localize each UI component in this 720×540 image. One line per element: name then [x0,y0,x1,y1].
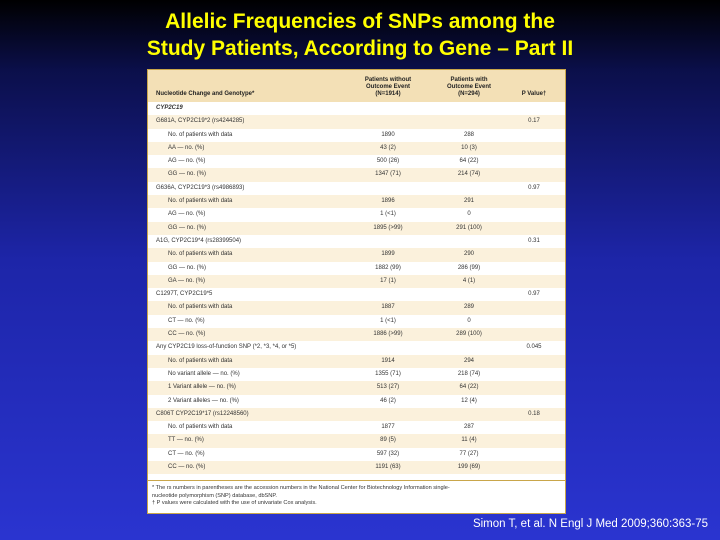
value-without-event: 1877 [381,424,395,431]
p-value: 0.31 [528,237,540,244]
value-with-event: 4 (1) [462,277,476,284]
table-row [148,448,565,461]
value-without-event: 1886 (>99) [373,331,403,338]
table-footnotes [148,480,565,508]
table-row [148,208,565,221]
p-value: 0.045 [526,344,542,351]
table-row [148,355,565,368]
value-without-event: 513 (27) [376,384,400,391]
row-label: No. of patients with data [168,251,233,258]
table-header [148,70,565,102]
value-with-event: 289 [463,304,474,311]
table-row [148,248,565,261]
table-row [148,115,565,128]
row-label: GG — no. (%) [168,171,207,178]
value-with-event: 214 (74) [457,171,481,178]
value-with-event: 286 (99) [457,264,481,271]
column-header-genotype: Nucleotide Change and Genotype* [156,91,255,97]
table-row [148,142,565,155]
table-row [148,434,565,447]
row-label: No. of patients with data [168,424,233,431]
row-label: A1G, CYP2C19*4 (rs28399504) [156,237,242,244]
p-value: 0.17 [528,118,540,125]
table-row [148,408,565,421]
table-row [148,222,565,235]
table-row [148,421,565,434]
table-row [148,315,565,328]
table-row [148,288,565,301]
value-with-event: 0 [467,211,471,218]
value-with-event: 0 [467,317,471,324]
row-label: G681A, CYP2C19*2 (rs4244285) [156,118,245,125]
value-without-event: 17 (1) [380,277,396,284]
column-header-without-event: Patients without Outcome Event (N=1914) [364,77,412,97]
slide-title-line-2: Study Patients, According to Gene – Part II [146,37,574,60]
table-row [148,461,565,474]
row-label: C1297T, CYP2C19*5 [156,291,213,298]
value-with-event: 10 (3) [461,144,477,151]
p-value: 0.97 [528,184,540,191]
value-without-event: 46 (2) [380,397,396,404]
p-value: 0.97 [528,291,540,298]
value-with-event: 64 (22) [459,158,479,165]
value-with-event: 288 [463,131,474,138]
table-row [148,341,565,354]
row-label: No. of patients with data [168,304,233,311]
table-row [148,129,565,142]
value-without-event: 1355 (71) [375,370,401,377]
row-label: AG — no. (%) [168,211,206,218]
row-label: AA — no. (%) [168,144,205,151]
column-header-p-value: P Value† [521,91,547,97]
footnote-p-values: † P values were calculated with the use of univariate Cox analysis. [152,500,317,506]
citation: Simon T, et al. N Engl J Med 2009;360:363-75 [472,518,708,530]
slide-title [0,8,720,62]
value-without-event: 89 (5) [380,437,396,444]
row-label: Any CYP2C19 loss-of-function SNP (*2, *3, *4, or *5) [156,344,297,351]
table-row [148,168,565,181]
table-row [148,395,565,408]
row-label: No. of patients with data [168,357,233,364]
table-row [148,182,565,195]
row-label: CT — no. (%) [168,450,205,457]
value-without-event: 597 (32) [376,450,400,457]
row-label: 1 Variant allele — no. (%) [168,384,236,391]
value-without-event: 1 (<1) [380,317,396,324]
value-without-event: 1 (<1) [380,211,396,218]
value-without-event: 43 (2) [380,144,396,151]
value-with-event: 218 (74) [457,370,481,377]
footnote-rs-numbers-cont: nucleotide polymorphism (SNP) database, dbSNP. [152,492,277,499]
row-label: C806T CYP2C19*17 (rs12248560) [156,410,249,417]
table-row [148,262,565,275]
value-with-event: 77 (27) [459,450,479,457]
table-row [148,102,565,115]
table-row [148,368,565,381]
value-with-event: 294 [463,357,474,364]
table-row [148,155,565,168]
table-row [148,301,565,314]
row-label: CC — no. (%) [168,464,206,471]
row-label: G636A, CYP2C19*3 (rs4986893) [156,184,245,191]
row-label: No. of patients with data [168,131,233,138]
table-row [148,381,565,394]
row-label: No. of patients with data [168,198,233,205]
row-label: GA — no. (%) [168,277,206,284]
p-value: 0.18 [528,410,540,417]
value-without-event: 1895 (>99) [373,224,403,231]
value-with-event: 291 (100) [456,224,482,231]
table-row [148,328,565,341]
footnote-rs-numbers: * The rs numbers in parentheses are the accession numbers in the National Center for Biotechnology Information single- [152,485,450,491]
row-label: No variant allele — no. (%) [168,370,240,377]
row-label: 2 Variant alleles — no. (%) [168,397,239,404]
value-without-event: 1914 [381,357,395,364]
value-without-event: 500 (26) [376,158,400,165]
value-with-event: 199 (69) [457,464,481,471]
value-without-event: 1890 [381,131,395,138]
value-without-event: 1899 [381,251,395,258]
value-without-event: 1347 (71) [375,171,401,178]
value-with-event: 287 [463,424,474,431]
table-body [148,102,565,474]
row-label: CYP2C19 [156,105,183,111]
table-row [148,195,565,208]
row-label: GG — no. (%) [168,264,207,271]
value-with-event: 291 [463,198,474,205]
value-with-event: 289 (100) [456,331,482,338]
value-without-event: 1887 [381,304,395,311]
row-label: TT — no. (%) [168,437,204,444]
value-without-event: 1191 (63) [375,464,401,471]
table-row [148,275,565,288]
row-label: CC — no. (%) [168,331,206,338]
table-panel [147,69,566,514]
value-with-event: 11 (4) [461,437,477,444]
value-without-event: 1896 [381,198,395,205]
row-label: AG — no. (%) [168,158,206,165]
slide-title-line-1: Allelic Frequencies of SNPs among the [165,10,555,33]
value-with-event: 12 (4) [461,397,477,404]
column-header-with-event: Patients with Outcome Event (N=294) [446,77,491,97]
row-label: CT — no. (%) [168,317,205,324]
value-with-event: 290 [463,251,474,258]
value-with-event: 64 (22) [459,384,479,391]
value-without-event: 1882 (99) [375,264,401,271]
row-label: GG — no. (%) [168,224,207,231]
table-row [148,235,565,248]
